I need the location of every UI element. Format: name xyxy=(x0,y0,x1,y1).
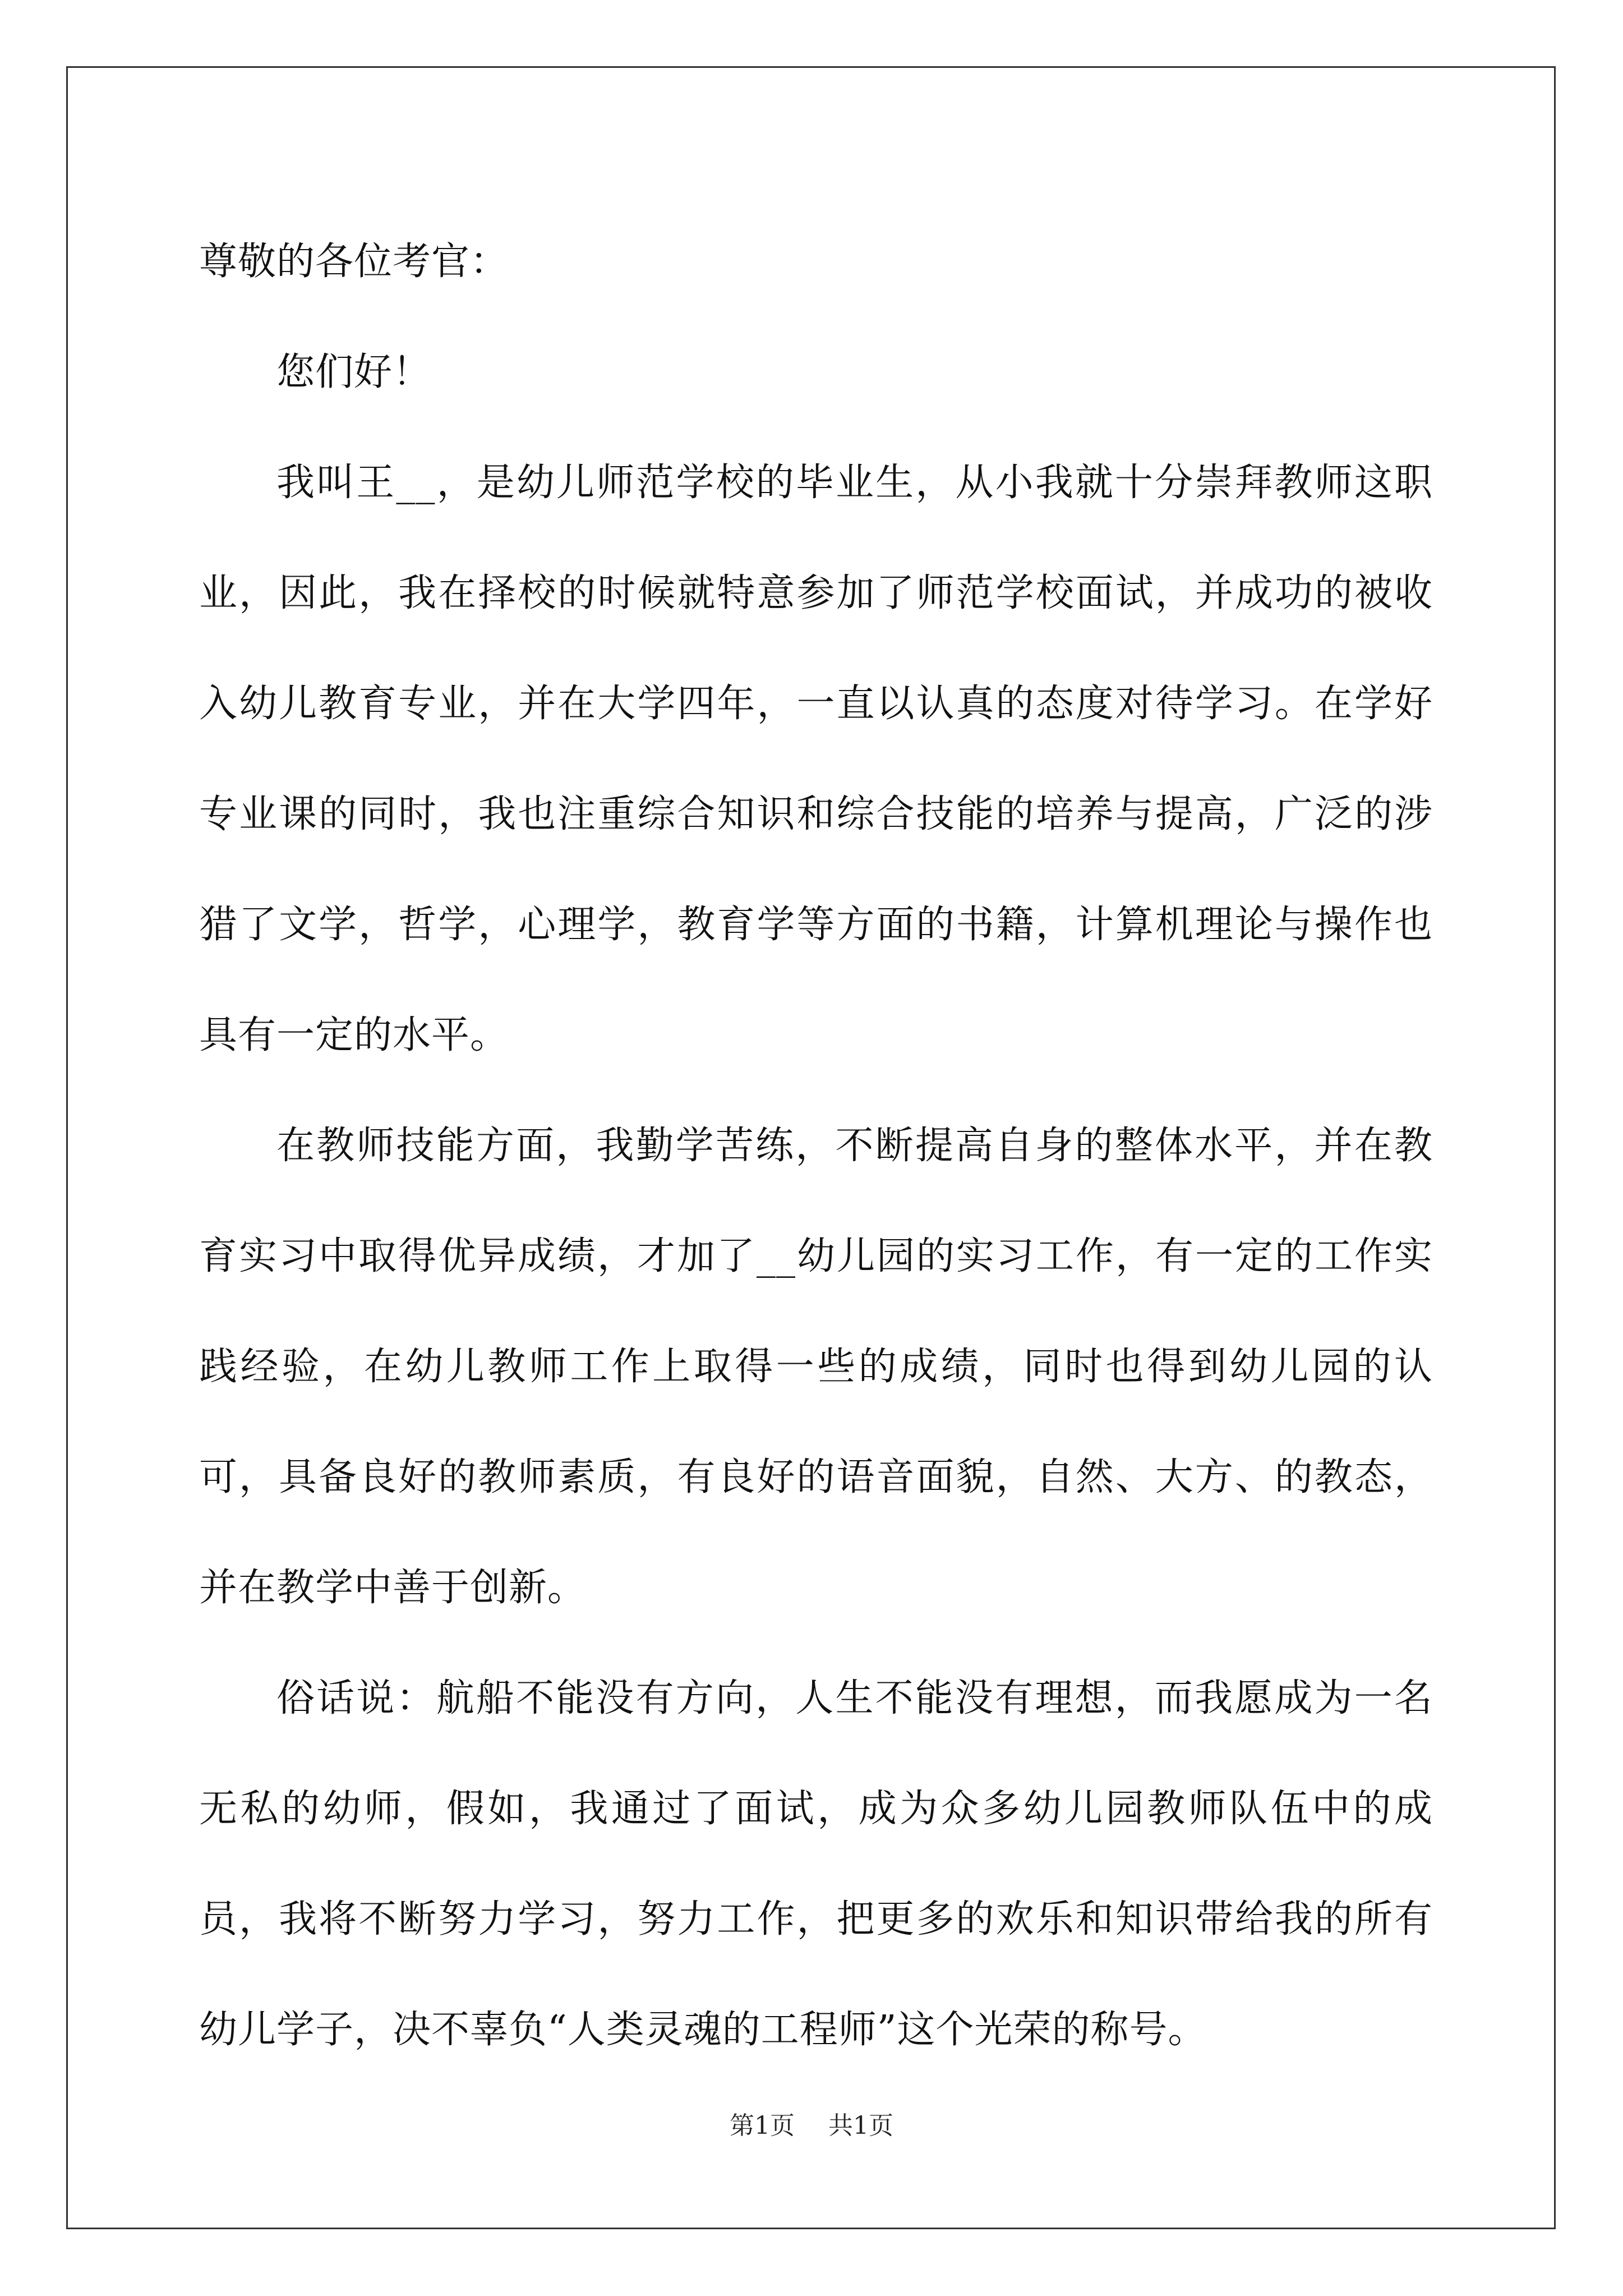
greeting: 您们好！ xyxy=(276,350,432,394)
page-number-total: 共1页 xyxy=(828,2111,893,2140)
paragraph-1: 我叫王__，是幼儿师范学校的毕业生，从小我就十分崇拜教师这职业，因此，我在择校的时候就特意参加了师范学校面试，并成功的被收入幼儿教育专业，并在大学四年，一直以认真的态度对待学习。在学好专业课的同时，我也注重综合知识和综合技能的培养与提高，广泛的涉猎了文学，哲学，心理学，教育学等方面的书籍，计算机理论与操作也具有一定的水平。 xyxy=(199,461,1433,1057)
page-footer xyxy=(0,2109,1623,2143)
paragraph-3: 俗话说：航船不能没有方向，人生不能没有理想，而我愿成为一名无私的幼师，假如，我通过了面试，成为众多幼儿园教师队伍中的成员，我将不断努力学习，努力工作，把更多的欢乐和知识带给我的所有幼儿学子，决不辜负“人类灵魂的工程师”这个光荣的称号。 xyxy=(199,1676,1433,2052)
document-body xyxy=(199,206,1433,2085)
salutation: 尊敬的各位考官： xyxy=(199,240,509,284)
paragraph-2: 在教师技能方面，我勤学苦练，不断提高自身的整体水平，并在教育实习中取得优异成绩，才加了__幼儿园的实习工作，有一定的工作实践经验，在幼儿教师工作上取得一些的成绩，同时也得到幼儿园的认可，具备良好的教师素质，有良好的语音面貌，自然、大方、的教态，并在教学中善于创新。 xyxy=(199,1124,1433,1610)
page-number-current: 第1页 xyxy=(730,2111,795,2140)
